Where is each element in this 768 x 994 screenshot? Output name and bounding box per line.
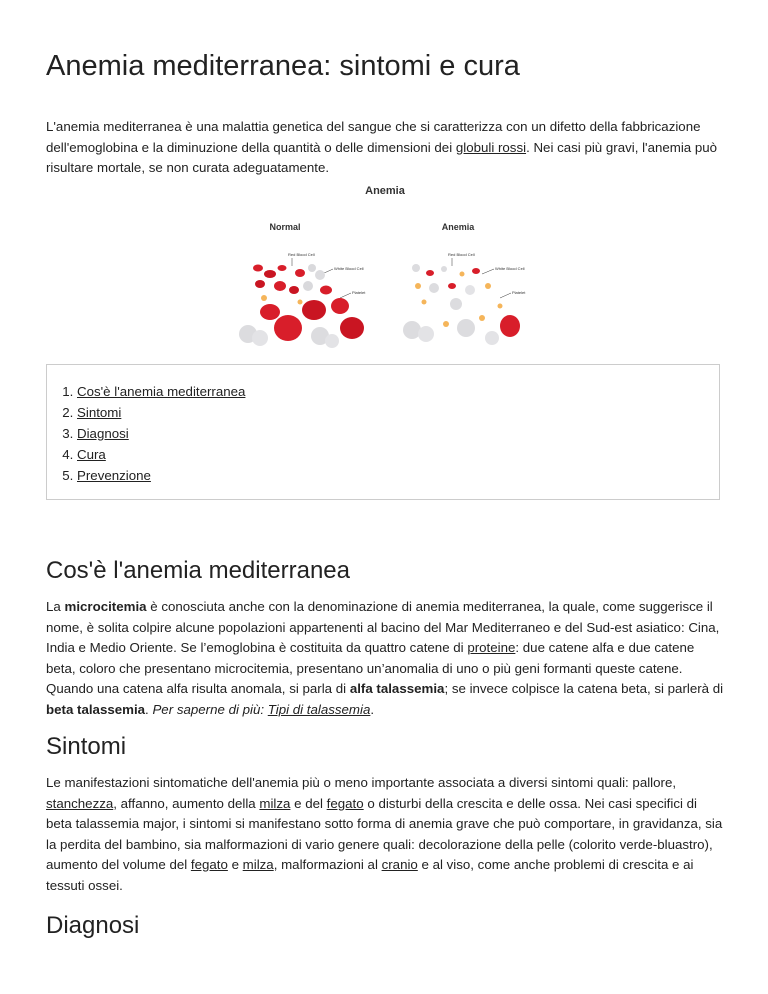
toc-link-cura[interactable]: Cura xyxy=(77,447,106,462)
globuli-rossi-link[interactable]: globuli rossi xyxy=(455,139,527,155)
fegato-link[interactable]: fegato xyxy=(326,795,364,811)
toc-item xyxy=(77,465,719,486)
section2-paragraph: Le manifestazioni sintomatiche dell'anemia più o meno importante associata a diversi sintomi quali: pallore, stanchezza, affanno, aumento della milza e del fegato o disturbi della crescita e delle ossa. Nei casi specifici di beta talassemia major, i sintomi si manifestano sotto forma di anemia grave che può comportare, in gravidanza, sia la perdita del bambino, sia malformazioni di vario genere quali: decolorazione della pelle (colorito verde-bluastro), aumento del volume del fegato e milza, malformazioni al cranio e al viso, come anche problemi di crescita e ai tessuti ossei. xyxy=(46,775,723,893)
anemia-wbc-label: White Blood Cell xyxy=(495,266,525,271)
anemia-illustration xyxy=(230,178,540,358)
cranio-link[interactable]: cranio xyxy=(381,857,418,872)
normal-blood-panel xyxy=(239,252,366,348)
intro-paragraph: L'anemia mediterranea è una malattia genetica del sangue che si caratterizza con un difetto della fabbricazione dell'emoglobina e la diminuzione della quantità o delle dimensioni dei globuli rossi. Nei casi più gravi, l'anemia può risultare mortale, se non curata adeguatamente. xyxy=(46,119,718,175)
toc-link-prevenzione[interactable]: Prevenzione xyxy=(77,468,151,483)
proteine-link[interactable]: proteine xyxy=(467,640,516,655)
article-title: Anemia mediterranea: sintomi e cura xyxy=(46,50,520,82)
anemia-rbc-label: Red Blood Cell xyxy=(448,252,475,257)
toc-list xyxy=(47,365,719,486)
section-heading-cos-e: Cos'è l'anemia mediterranea xyxy=(46,557,350,584)
figure-title: Anemia xyxy=(365,185,405,197)
section1-paragraph: La microcitemia è conosciuta anche con la denominazione di anemia mediterranea, la quale, come suggerisce il nome, è solita colpire alcune popolazioni appartenenti al bacino del Mar Mediterraneo e del Sud-est asiatico: Cina, India e Medio Oriente. Se l’emoglobina è costituita da quattro catene di proteine: due catene alfa e due catene beta, coloro che presentano microcitemia, presentano un’anomalia di uno o più geni formanti queste catene. Quando una catena alfa risulta anomala, si parla di alfa talassemia; se invece colpisce la catena beta, si parlerà di beta talassemia. Per saperne di più: Tipi di talassemia. xyxy=(46,599,724,717)
anemia-blood-panel xyxy=(403,252,526,345)
table-of-contents xyxy=(46,364,720,500)
milza-link[interactable]: milza xyxy=(259,795,291,811)
figure-label-normal: Normal xyxy=(269,222,301,232)
toc-link-cos-e[interactable]: Cos'è l'anemia mediterranea xyxy=(77,384,246,399)
toc-link-sintomi[interactable]: Sintomi xyxy=(77,405,122,420)
figure-label-anemia: Anemia xyxy=(441,222,475,232)
anemia-platelet-label: Platelet xyxy=(512,290,526,295)
fegato-link-2[interactable]: fegato xyxy=(190,857,228,872)
toc-link-diagnosi[interactable]: Diagnosi xyxy=(77,426,129,441)
normal-rbc-label: Red Blood Cell xyxy=(288,252,315,257)
toc-item xyxy=(77,402,719,423)
normal-platelet-label: Platelet xyxy=(352,290,366,295)
toc-item xyxy=(77,444,719,465)
stanchezza-link[interactable]: stanchezza xyxy=(46,795,114,811)
section-heading-sintomi: Sintomi xyxy=(46,733,127,760)
section-heading-diagnosi: Diagnosi xyxy=(46,912,140,939)
toc-item xyxy=(77,381,719,402)
normal-wbc-label: White Blood Cell xyxy=(334,266,364,271)
milza-link-2[interactable]: milza xyxy=(242,857,274,872)
toc-item xyxy=(77,423,719,444)
tipi-talassemia-link[interactable]: Tipi di talassemia xyxy=(267,701,371,717)
